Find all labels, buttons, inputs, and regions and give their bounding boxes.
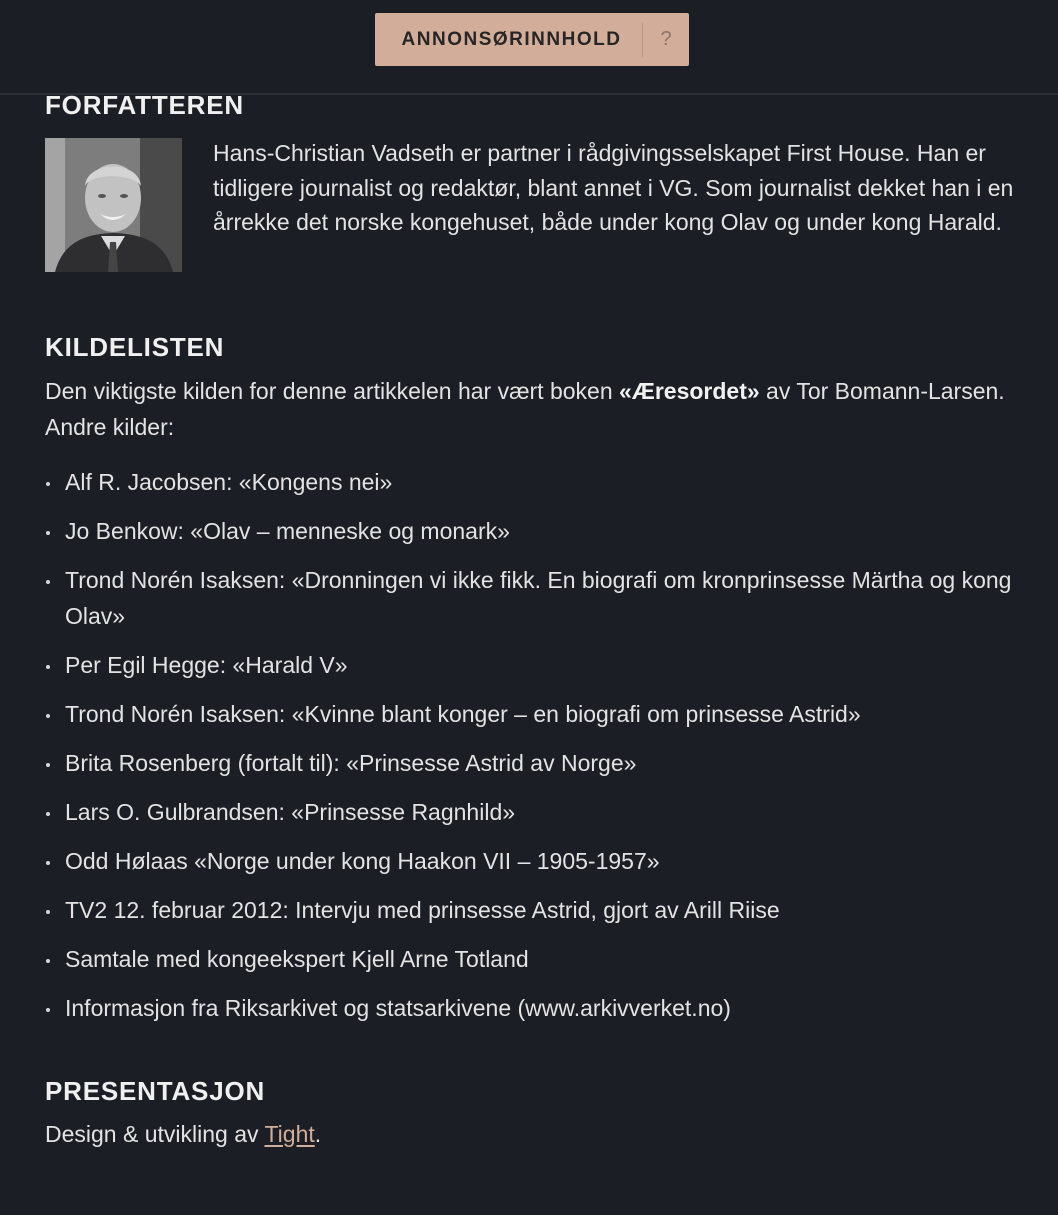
presentation-section <box>45 1076 1020 1148</box>
author-portrait-image <box>45 138 182 272</box>
sources-intro-text: Den viktigste kilden for denne artikkelen har vært boken <box>45 378 620 404</box>
main-source-title: «Æresordet» <box>619 378 760 404</box>
advertiser-content-label: ANNONSØRINNHOLD <box>401 28 622 50</box>
list-item: Trond Norén Isaksen: «Dronningen vi ikke fikk. En biografi om kronprinsesse Märtha og kong Olav» <box>45 562 1020 634</box>
author-section <box>45 90 1020 272</box>
author-row <box>45 138 1020 272</box>
sources-intro-text-end: av Tor Bomann-Larsen. Andre kilder: <box>45 378 1005 440</box>
list-item: Samtale med kongeekspert Kjell Arne Totland <box>45 941 1020 977</box>
advertiser-content-banner[interactable] <box>375 13 689 66</box>
author-heading: FORFATTEREN <box>45 90 244 120</box>
list-item: TV2 12. februar 2012: Intervju med prinsesse Astrid, gjort av Arill Riise <box>45 892 1020 928</box>
sources-intro <box>45 373 1020 445</box>
tight-link[interactable]: Tight <box>264 1121 315 1147</box>
top-bar <box>0 0 1058 95</box>
list-item: Per Egil Hegge: «Harald V» <box>45 647 1020 683</box>
list-item: Jo Benkow: «Olav – menneske og monark» <box>45 513 1020 549</box>
list-item: Trond Norén Isaksen: «Kvinne blant konger – en biografi om prinsesse Astrid» <box>45 696 1020 732</box>
sources-heading: KILDELISTEN <box>45 332 225 362</box>
credits-suffix: . <box>314 1121 322 1147</box>
author-bio: Hans-Christian Vadseth er partner i rådgivingsselskapet First House. Han er tidligere journalist og redaktør, blant annet i VG. Som journalist dekket han i en årrekke det norske kongehuset, både under kong Olav og under kong Harald. <box>213 140 1014 235</box>
sources-section <box>45 332 1020 1026</box>
help-button[interactable]: ? <box>660 28 672 50</box>
credits-prefix: Design & utvikling av <box>45 1121 265 1147</box>
list-item: Alf R. Jacobsen: «Kongens nei» <box>45 464 1020 500</box>
list-item: Informasjon fra Riksarkivet og statsarkivene (www.arkivverket.no) <box>45 990 1020 1026</box>
list-item: Lars O. Gulbrandsen: «Prinsesse Ragnhild» <box>45 794 1020 830</box>
sources-list <box>45 464 1020 1026</box>
presentation-heading: PRESENTASJON <box>45 1076 266 1106</box>
article-footer <box>45 90 1020 1148</box>
list-item: Brita Rosenberg (fortalt til): «Prinsesse Astrid av Norge» <box>45 745 1020 781</box>
list-item: Odd Hølaas «Norge under kong Haakon VII – 1905-1957» <box>45 843 1020 879</box>
credits-text <box>45 1121 1020 1148</box>
author-photo <box>45 138 182 272</box>
